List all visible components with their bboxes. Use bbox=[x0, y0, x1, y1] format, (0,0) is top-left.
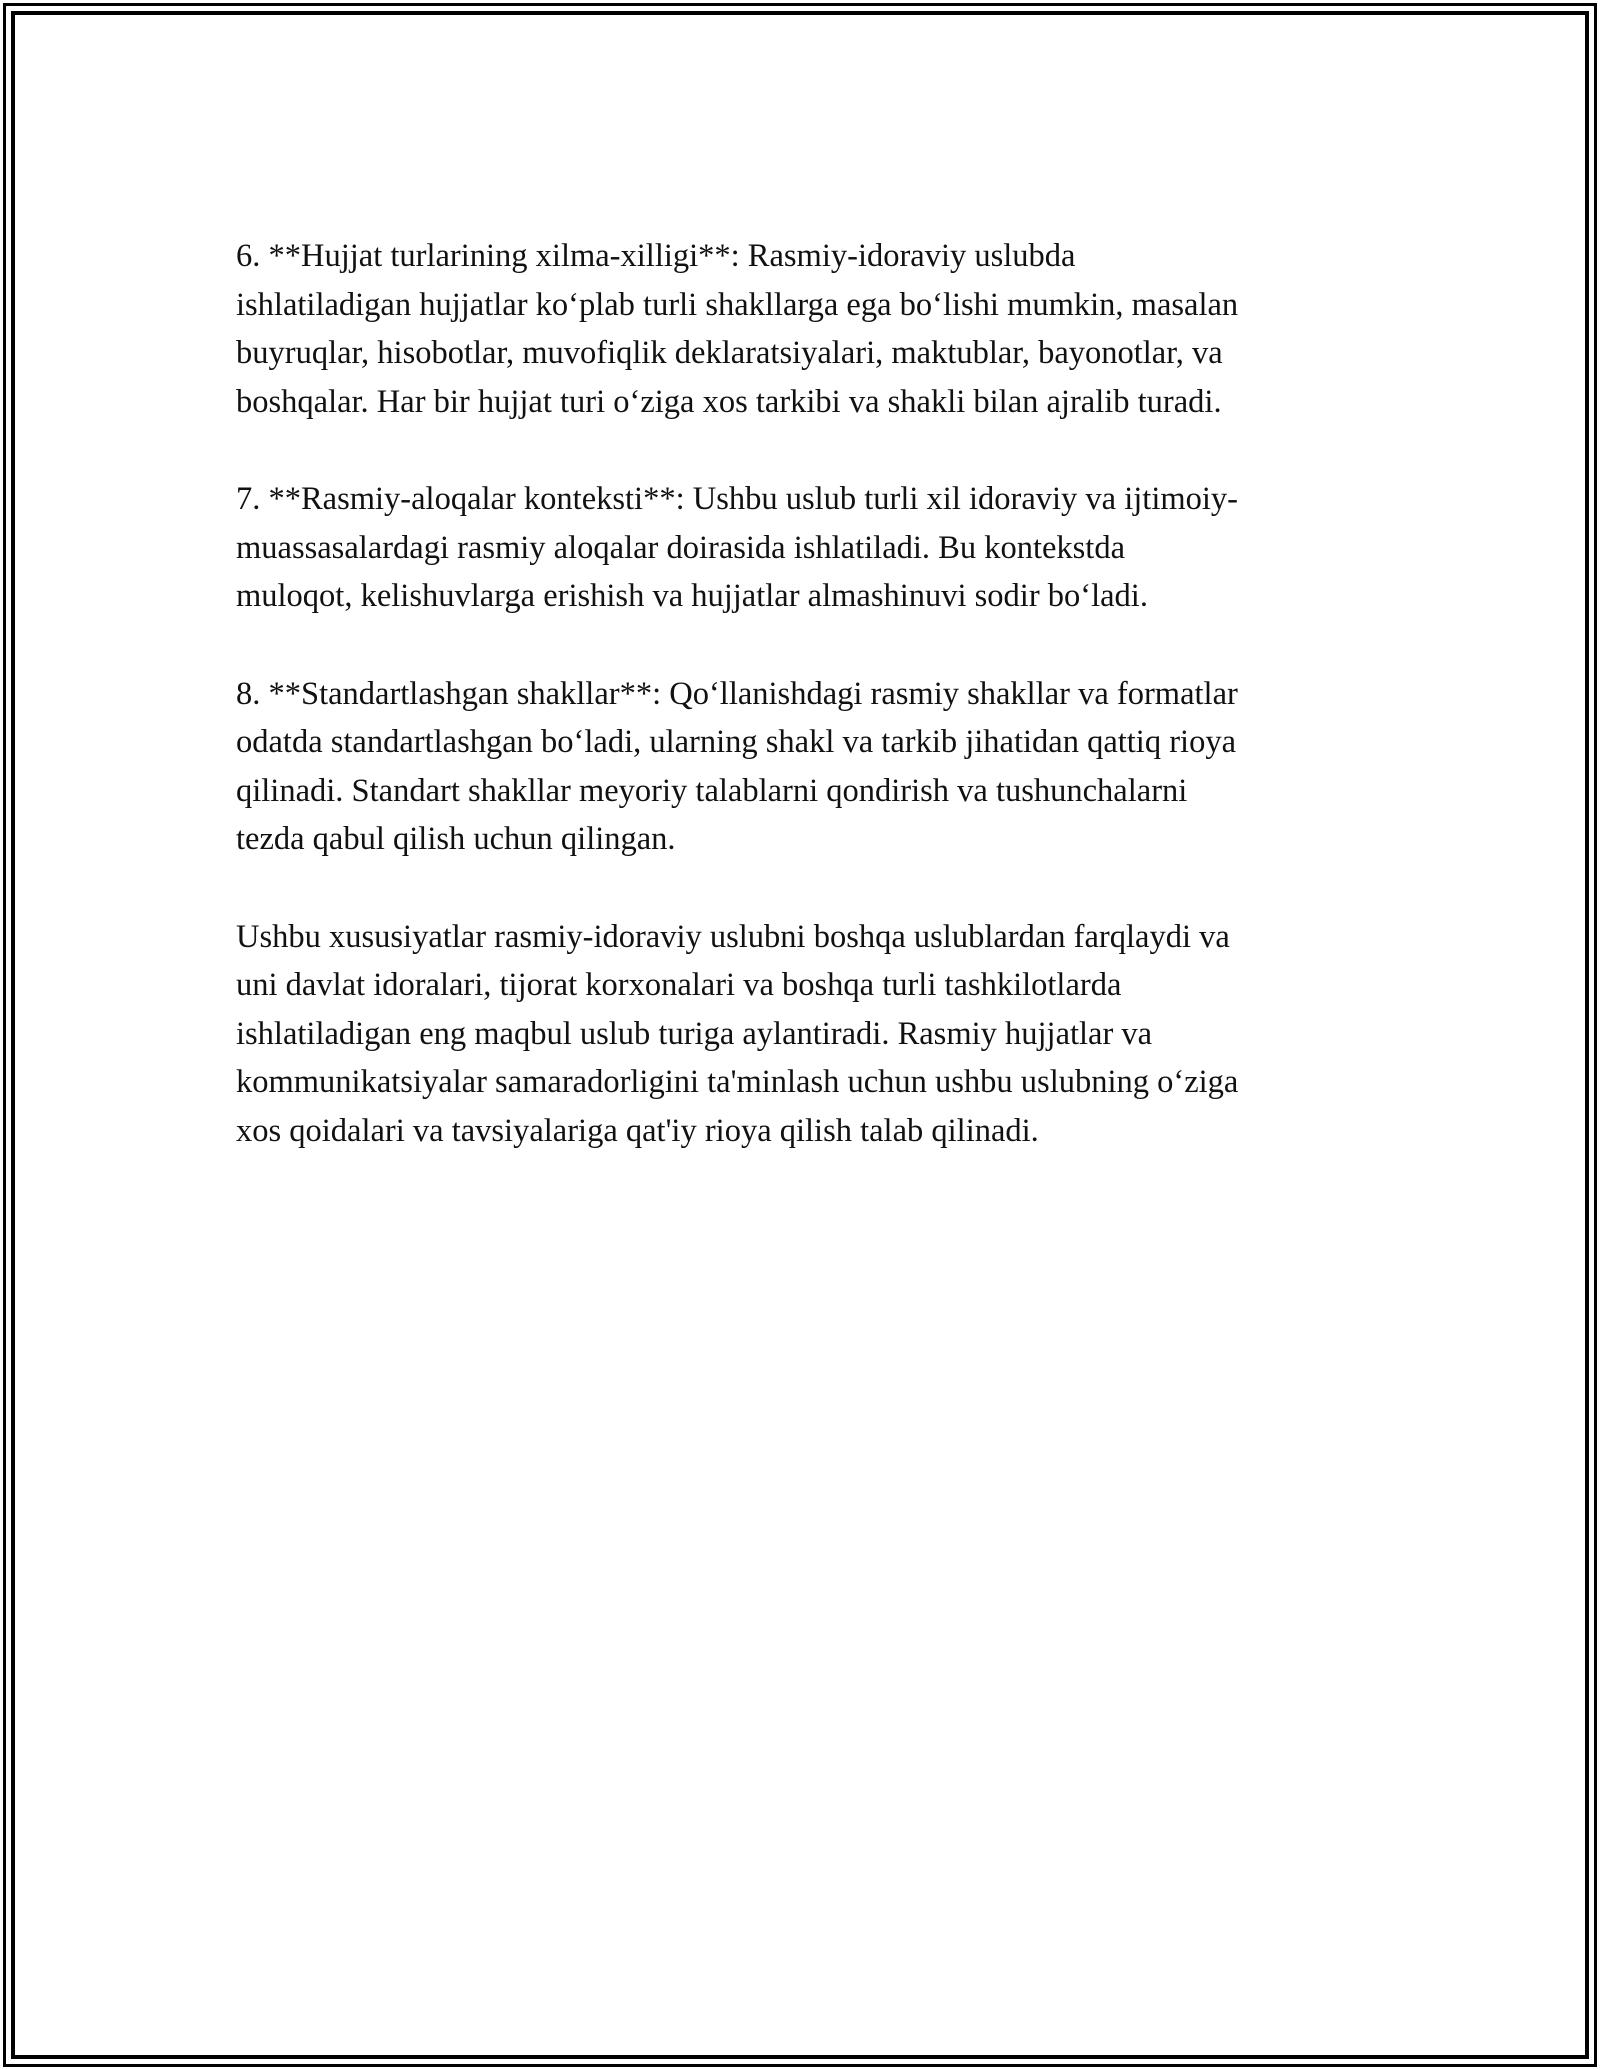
text-line: qilinadi. Standart shakllar meyoriy talablarni qondirish va tushunchalarni bbox=[236, 772, 1188, 809]
text-line: ishlatiladigan hujjatlar ko‘plab turli shakllarga ega bo‘lishi mumkin, masalan bbox=[236, 286, 1239, 323]
text-line: boshqalar. Har bir hujjat turi o‘ziga xos tarkibi va shakli bilan ajralib turadi. bbox=[236, 383, 1222, 420]
paragraph-conclusion bbox=[236, 913, 1386, 1156]
text-line: ishlatiladigan eng maqbul uslub turiga aylantiradi. Rasmiy hujjatlar va bbox=[236, 1015, 1153, 1052]
text-line: kommunikatsiyalar samaradorligini ta'minlash uchun ushbu uslubning o‘ziga bbox=[236, 1064, 1239, 1100]
text-line: odatda standartlashgan bo‘ladi, ularning shakl va tarkib jihatidan qattiq rioya bbox=[236, 724, 1236, 760]
text-line: tezda qabul qilish uchun qilingan. bbox=[236, 821, 676, 857]
paragraph-item-6 bbox=[236, 232, 1386, 426]
text-line: muloqot, kelishuvlarga erishish va hujjatlar almashinuvi sodir bo‘ladi. bbox=[236, 578, 1148, 614]
text-line: xos qoidalari va tavsiyalariga qat'iy rioya qilish talab qilinadi. bbox=[236, 1112, 1039, 1149]
paragraph-item-7 bbox=[236, 475, 1386, 621]
paragraph-item-8 bbox=[236, 670, 1386, 864]
text-line: muassasalardagi rasmiy aloqalar doirasida ishlatiladi. Bu kontekstda bbox=[236, 529, 1126, 566]
text-line: 8. **Standartlashgan shakllar**: Qo‘llanishdagi rasmiy shakllar va formatlar bbox=[236, 675, 1238, 712]
text-line: uni davlat idoralari, tijorat korxonalari va boshqa turli tashkilotlarda bbox=[236, 967, 1122, 1003]
text-line: 6. **Hujjat turlarining xilma-xilligi**: Rasmiy-idoraviy uslubda bbox=[236, 238, 1076, 274]
text-line: 7. **Rasmiy-aloqalar konteksti**: Ushbu uslub turli xil idoraviy va ijtimoiy- bbox=[236, 481, 1238, 517]
text-line: buyruqlar, hisobotlar, muvofiqlik deklaratsiyalari, maktublar, bayonotlar, va bbox=[236, 335, 1223, 371]
document-body bbox=[236, 232, 1386, 1204]
text-line: Ushbu xususiyatlar rasmiy-idoraviy uslubni boshqa uslublardan farqlaydi va bbox=[236, 918, 1230, 955]
